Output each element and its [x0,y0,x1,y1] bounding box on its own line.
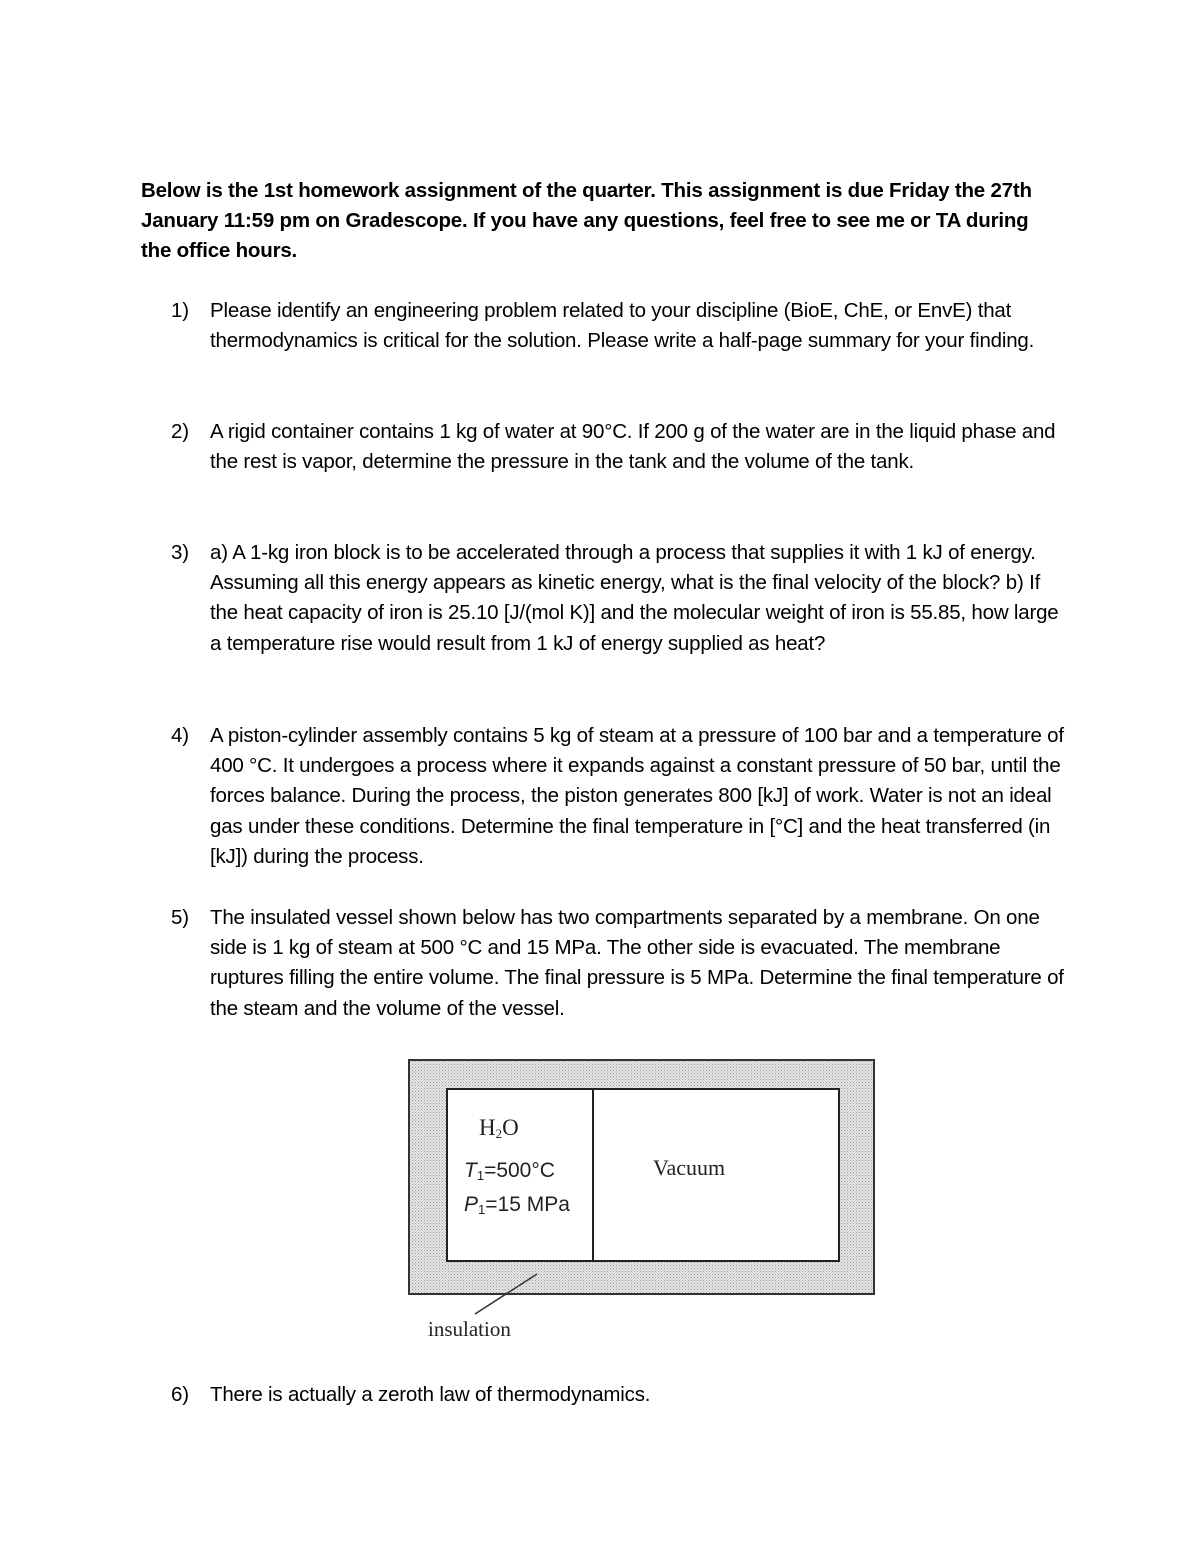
question-number: 4) [171,724,189,747]
temperature-label: $T_1=500^\circ C$ [464,1159,555,1183]
question-text: a) A 1-kg iron block is to be accelerated through a process that supplies it with 1 kJ of energy. Assuming all this energy appears as kinetic energy, what is the final velocity of the block? b) If the heat capacity of iron is 25.10 [J/(mol K)] and the molecular weight of iron is 55.85, how large a temperature rise would result from 1 kJ of energy supplied as heat? [210,541,1059,655]
pressure-label: $P_1=15$ MPa [464,1193,570,1217]
insulation-label: insulation [428,1317,511,1341]
question-text: Please identify an engineering problem related to your discipline (BioE, ChE, or EnvE) that thermodynamics is critical for the solution. Please write a half-page summary for your finding. [210,299,1035,353]
question-text: A rigid container contains 1 kg of water at 90°C. If 200 g of the water are in the liquid phase and the rest is vapor, determine the pressure in the tank and the volume of the tank. [210,420,1056,474]
question-text: There is actually a zeroth law of thermodynamics. [210,1383,651,1406]
h2o-label: $H_2O$ [479,1115,519,1141]
question-text: A piston-cylinder assembly contains 5 kg of steam at a pressure of 100 bar and a temperature of 400 °C. It undergoes a process where it expands against a constant pressure of 50 bar, until the forces balance. During the process, the piston generates 800 [kJ] of work. Water is not an ideal gas under these conditions. Determine the final temperature in [°C] and the heat transferred (in [kJ]) during the process. [210,724,1064,868]
intro-paragraph: Below is the 1st homework assignment of the quarter. This assignment is due Friday the 27th January 11:59 pm on Gradescope. If you have any questions, feel free to see me or TA during the office hours. [141,179,1032,262]
vacuum-label: Vacuum [653,1155,726,1180]
question-text: The insulated vessel shown below has two compartments separated by a membrane. On one side is 1 kg of steam at 500 °C and 15 MPa. The other side is evacuated. The membrane ruptures filling the entire volume. The final pressure is 5 MPa. Determine the final temperature of the steam and the volume of the vessel. [210,906,1064,1020]
question-number: 3) [171,541,189,564]
question-number: 5) [171,906,189,929]
question-number: 6) [171,1383,189,1406]
question-number: 1) [171,299,189,322]
question-number: 2) [171,420,189,443]
insulated-vessel-diagram [400,1052,890,1352]
